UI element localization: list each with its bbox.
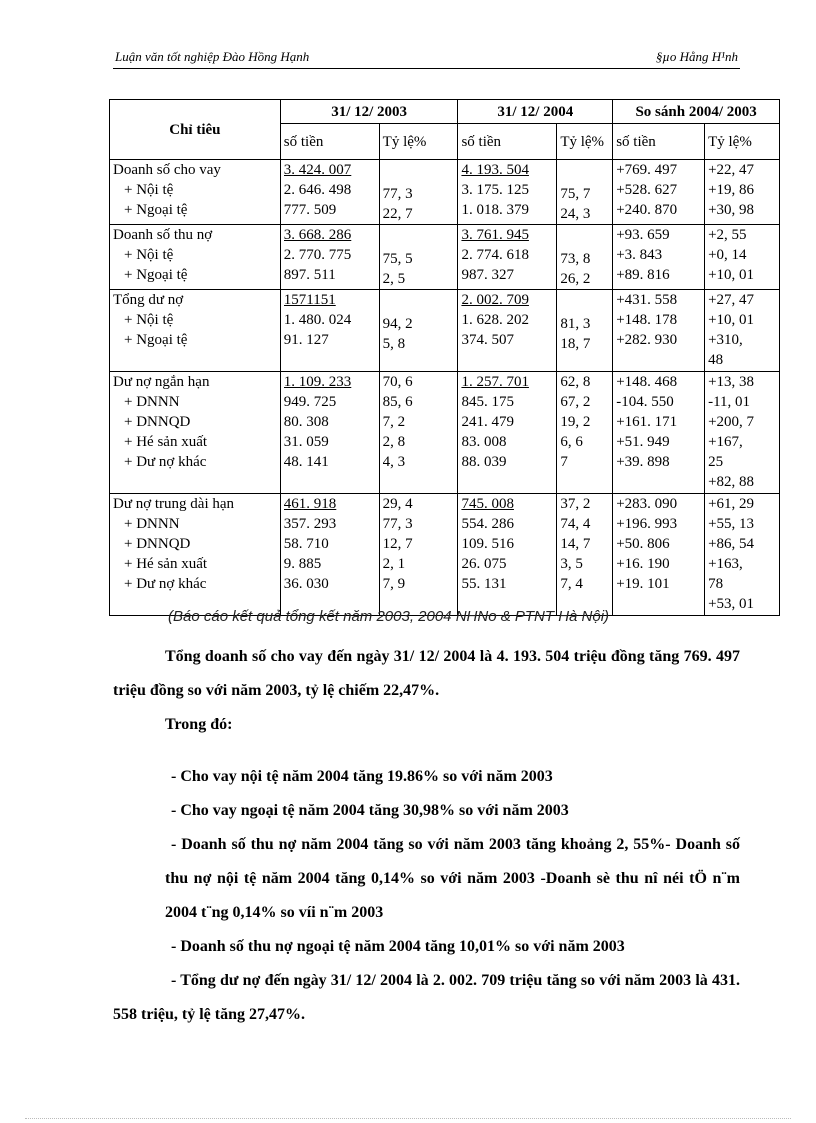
cell-value: 4, 3 xyxy=(382,454,406,470)
cell-value: +22, 47 xyxy=(708,162,755,178)
cell-value: 2. 774. 618 xyxy=(461,247,529,263)
value-cell xyxy=(379,494,458,616)
cell-value: +148. 468 xyxy=(616,374,678,390)
bullet-domestic-lending: - Cho vay nội tệ năm 2004 tăng 19.86% so với năm 2003 xyxy=(171,768,553,785)
cell-value: 83. 008 xyxy=(461,434,507,450)
row-label-cell xyxy=(110,160,281,225)
cell-value: 9. 885 xyxy=(283,556,322,572)
value-cell xyxy=(458,494,557,616)
cell-value: -11, 01 xyxy=(708,394,751,410)
cell-value: 37, 2 xyxy=(560,496,591,512)
cell-value: +51. 949 xyxy=(616,434,670,450)
cell-value: 62, 8 xyxy=(560,374,591,390)
cell-value: 2. 646. 498 xyxy=(283,182,352,198)
sub-header: số tiền xyxy=(613,124,705,160)
row-label: + Hé sản xuất xyxy=(124,556,208,572)
cell-value: 241. 479 xyxy=(461,414,514,430)
cell-value: 2, 8 xyxy=(382,434,406,450)
value-cell xyxy=(280,372,379,494)
paragraph-lending-total: Tổng doanh số cho vay đến ngày 31/ 12/ 2004 là 4. 193. 504 triệu đồng tăng 769. 497 triệu đồng so với năm 2003, tỷ lệ chiếm 22,47%. xyxy=(113,648,740,699)
value-cell xyxy=(557,160,613,225)
group-header-2004: 31/ 12/ 2004 xyxy=(458,100,613,124)
value-cell xyxy=(705,290,780,372)
value-cell xyxy=(379,372,458,494)
cell-value: 19, 2 xyxy=(560,414,591,430)
row-label: Doanh số thu nợ xyxy=(113,227,213,243)
cell-value xyxy=(461,160,553,180)
cell-value: -104. 550 xyxy=(616,394,674,410)
sub-header: số tiền xyxy=(458,124,557,160)
cell-value: +86, 54 xyxy=(708,536,755,552)
cell-value: 55. 131 xyxy=(461,576,507,592)
cell-value: 36. 030 xyxy=(283,576,329,592)
cell-value: 777. 509 xyxy=(283,202,337,218)
table-row xyxy=(110,160,780,225)
value-cell xyxy=(458,372,557,494)
value-cell xyxy=(280,225,379,290)
page-footer-border xyxy=(25,1118,791,1119)
cell-value: +19, 86 xyxy=(708,182,755,198)
cell-value: +16. 190 xyxy=(616,556,670,572)
cell-value: +148. 178 xyxy=(616,312,678,328)
cell-value: +39. 898 xyxy=(616,454,670,470)
value-cell xyxy=(379,225,458,290)
cell-value: 74, 4 xyxy=(560,516,591,532)
row-label: + Hé sản xuất xyxy=(124,434,208,450)
row-label: + Nội tệ xyxy=(124,247,174,263)
subtotal-value: 745. 008 xyxy=(461,496,514,512)
subtotal-value: 4. 193. 504 xyxy=(461,162,529,178)
col-label-header: Chỉ tiêu xyxy=(110,100,281,160)
cell-value: 81, 3 xyxy=(560,316,591,332)
cell-value xyxy=(461,290,553,310)
cell-value: +82, 88 xyxy=(708,474,755,490)
cell-value: 1. 018. 379 xyxy=(461,202,529,218)
value-cell xyxy=(557,494,613,616)
cell-value: 75, 5 xyxy=(382,251,413,267)
cell-value: 25 xyxy=(708,454,724,470)
cell-value xyxy=(383,294,455,314)
cell-value: 77, 3 xyxy=(382,516,413,532)
cell-value: +27, 47 xyxy=(708,292,755,308)
subtotal-value: 461. 918 xyxy=(283,496,337,512)
subtotal-value: 2. 002. 709 xyxy=(461,292,529,308)
row-label: + DNNQD xyxy=(124,536,191,552)
value-cell xyxy=(557,225,613,290)
cell-value: 897. 511 xyxy=(283,267,336,283)
group-header-compare: So sánh 2004/ 2003 xyxy=(613,100,780,124)
row-label: + Nội tệ xyxy=(124,312,174,328)
value-cell xyxy=(280,290,379,372)
cell-value: 7 xyxy=(560,454,568,470)
cell-value: +30, 98 xyxy=(708,202,755,218)
table-row xyxy=(110,290,780,372)
row-label: + Ngoại tệ xyxy=(124,202,188,218)
cell-value: 18, 7 xyxy=(560,336,591,352)
bullet-foreign-collection: - Doanh số thu nợ ngoại tệ năm 2004 tăng 10,01% so với năm 2003 xyxy=(171,938,625,955)
cell-value: 75, 7 xyxy=(560,186,591,202)
row-label: + DNNN xyxy=(124,516,180,532)
row-label: + Nội tệ xyxy=(124,182,174,198)
sub-header: Tỷ lệ% xyxy=(557,124,613,160)
sub-header: số tiền xyxy=(280,124,379,160)
value-cell xyxy=(705,372,780,494)
cell-value: 78 xyxy=(708,576,724,592)
row-label: + Dư nợ khác xyxy=(124,454,207,470)
value-cell xyxy=(705,225,780,290)
cell-value: 73, 8 xyxy=(560,251,591,267)
sub-header: Tỷ lệ% xyxy=(705,124,780,160)
cell-value: 67, 2 xyxy=(560,394,591,410)
cell-value: 29, 4 xyxy=(382,496,413,512)
cell-value: +13, 38 xyxy=(708,374,755,390)
cell-value: 1. 628. 202 xyxy=(461,312,529,328)
cell-value: +769. 497 xyxy=(616,162,678,178)
cell-value: 26, 2 xyxy=(560,271,591,287)
cell-value xyxy=(383,164,455,184)
cell-value xyxy=(560,229,609,249)
header-author-garbled: §µo Hång H¹nh xyxy=(655,49,738,64)
cell-value: 48. 141 xyxy=(283,454,329,470)
cell-value: 7, 4 xyxy=(560,576,583,592)
cell-value: 24, 3 xyxy=(560,206,591,222)
subtotal-value: 3. 668. 286 xyxy=(283,227,352,243)
cell-value xyxy=(461,372,553,392)
row-label-cell xyxy=(110,494,281,616)
value-cell xyxy=(458,290,557,372)
cell-value: 109. 516 xyxy=(461,536,514,552)
subtotal-value: 1571151 xyxy=(283,292,336,308)
cell-value: 357. 293 xyxy=(283,516,337,532)
cell-value: +310, xyxy=(708,332,743,348)
cell-value: 3. 175. 125 xyxy=(461,182,529,198)
value-cell xyxy=(613,372,705,494)
subtotal-value: 1. 109. 233 xyxy=(283,374,352,390)
cell-value: +61, 29 xyxy=(708,496,755,512)
cell-value: 48 xyxy=(708,352,724,368)
cell-value: 374. 507 xyxy=(461,332,514,348)
cell-value: +53, 01 xyxy=(708,596,755,612)
value-cell xyxy=(280,494,379,616)
cell-value: 7, 2 xyxy=(382,414,406,430)
value-cell xyxy=(379,160,458,225)
paragraph-of-which: Trong đó: xyxy=(165,716,233,733)
value-cell xyxy=(613,290,705,372)
page-header xyxy=(113,46,740,69)
cell-value: 70, 6 xyxy=(382,374,413,390)
value-cell xyxy=(705,160,780,225)
cell-value: +431. 558 xyxy=(616,292,678,308)
cell-value: 7, 9 xyxy=(382,576,406,592)
row-label: + Ngoại tệ xyxy=(124,332,188,348)
cell-value: +167, xyxy=(708,434,743,450)
table-row xyxy=(110,225,780,290)
cell-value: +283. 090 xyxy=(616,496,678,512)
value-cell xyxy=(458,160,557,225)
row-label: + DNNN xyxy=(124,394,180,410)
cell-value: 5, 8 xyxy=(382,336,406,352)
cell-value xyxy=(560,164,609,184)
row-label: Doanh số cho vay xyxy=(113,162,221,178)
cell-value: 85, 6 xyxy=(382,394,413,410)
table-row xyxy=(110,494,780,616)
subtotal-value: 3. 424. 007 xyxy=(283,162,352,178)
row-label: Dư nợ trung dài hạn xyxy=(113,496,235,512)
value-cell xyxy=(557,290,613,372)
value-cell xyxy=(379,290,458,372)
row-label: Tổng dư nợ xyxy=(113,292,184,308)
cell-value: 58. 710 xyxy=(283,536,329,552)
cell-value: +10, 01 xyxy=(708,312,755,328)
cell-value: 12, 7 xyxy=(382,536,413,552)
cell-value: +19. 101 xyxy=(616,576,670,592)
cell-value: 14, 7 xyxy=(560,536,591,552)
table-row xyxy=(110,372,780,494)
row-label: + Ngoại tệ xyxy=(124,267,188,283)
cell-value: 22, 7 xyxy=(382,206,413,222)
cell-value: +10, 01 xyxy=(708,267,755,283)
cell-value xyxy=(560,294,609,314)
cell-value xyxy=(383,229,455,249)
row-label-cell xyxy=(110,225,281,290)
cell-value: 2, 1 xyxy=(382,556,406,572)
cell-value: 31. 059 xyxy=(283,434,329,450)
cell-value: +240. 870 xyxy=(616,202,678,218)
row-label-cell xyxy=(110,372,281,494)
cell-value: +161. 171 xyxy=(616,414,678,430)
cell-value: +196. 993 xyxy=(616,516,678,532)
row-label: + DNNQD xyxy=(124,414,191,430)
cell-value xyxy=(284,290,376,310)
loan-statistics-table xyxy=(109,99,780,616)
cell-value: 91. 127 xyxy=(283,332,329,348)
row-label-cell xyxy=(110,290,281,372)
header-author: Luận văn tốt nghiệp Đào Hồng Hạnh xyxy=(115,49,310,64)
cell-value: +50. 806 xyxy=(616,536,670,552)
value-cell xyxy=(280,160,379,225)
cell-value: 6, 6 xyxy=(560,434,583,450)
cell-value: 2. 770. 775 xyxy=(283,247,352,263)
cell-value xyxy=(461,225,553,245)
sub-header: Tỷ lệ% xyxy=(379,124,458,160)
group-header-2003: 31/ 12/ 2003 xyxy=(280,100,458,124)
cell-value xyxy=(284,494,376,514)
value-cell xyxy=(613,494,705,616)
cell-value: +163, xyxy=(708,556,743,572)
bullet-total-outstanding: - Tổng dư nợ đến ngày 31/ 12/ 2004 là 2. 002. 709 triệu tăng so với năm 2003 là 431. 558 triệu, tỷ lệ tăng 27,47%. xyxy=(113,972,740,1023)
cell-value: +0, 14 xyxy=(708,247,747,263)
value-cell xyxy=(705,494,780,616)
cell-value: +200, 7 xyxy=(708,414,755,430)
cell-value xyxy=(461,494,553,514)
cell-value: 26. 075 xyxy=(461,556,507,572)
value-cell xyxy=(458,225,557,290)
bullet-foreign-lending: - Cho vay ngoại tệ năm 2004 tăng 30,98% so với năm 2003 xyxy=(171,802,569,819)
cell-value: 845. 175 xyxy=(461,394,514,410)
cell-value xyxy=(284,372,376,392)
cell-value: +528. 627 xyxy=(616,182,678,198)
cell-value: 3, 5 xyxy=(560,556,583,572)
value-cell xyxy=(613,225,705,290)
cell-value: +55, 13 xyxy=(708,516,755,532)
row-label: Dư nợ ngắn hạn xyxy=(113,374,210,390)
cell-value: +2, 55 xyxy=(708,227,747,243)
cell-value: +89. 816 xyxy=(616,267,670,283)
cell-value: 94, 2 xyxy=(382,316,413,332)
table-caption: (Báo cáo kết quả tổng kết năm 2003, 2004 NHNo & PTNT Hà Nội) xyxy=(168,608,610,625)
cell-value: +3. 843 xyxy=(616,247,663,263)
value-cell xyxy=(557,372,613,494)
cell-value: +282. 930 xyxy=(616,332,678,348)
cell-value: 88. 039 xyxy=(461,454,507,470)
cell-value: 949. 725 xyxy=(283,394,337,410)
cell-value: 2, 5 xyxy=(382,271,406,287)
subtotal-value: 3. 761. 945 xyxy=(461,227,529,243)
subtotal-value: 1. 257. 701 xyxy=(461,374,529,390)
cell-value: 554. 286 xyxy=(461,516,514,532)
value-cell xyxy=(613,160,705,225)
cell-value xyxy=(284,225,376,245)
cell-value: 1. 480. 024 xyxy=(283,312,352,328)
bullet-debt-collection: - Doanh số thu nợ năm 2004 tăng so với năm 2003 tăng khoảng 2, 55%- Doanh số thu nợ nội tệ năm 2004 tăng 0,14% so với năm 2003 -Doanh sè thu nî néi tÖ n¨m 2004 t¨ng 0,14% so víi n¨m 2003 xyxy=(165,836,740,921)
cell-value xyxy=(284,160,376,180)
cell-value: 80. 308 xyxy=(283,414,329,430)
cell-value: 77, 3 xyxy=(382,186,413,202)
cell-value: 987. 327 xyxy=(461,267,514,283)
row-label: + Dư nợ khác xyxy=(124,576,207,592)
cell-value: +93. 659 xyxy=(616,227,670,243)
